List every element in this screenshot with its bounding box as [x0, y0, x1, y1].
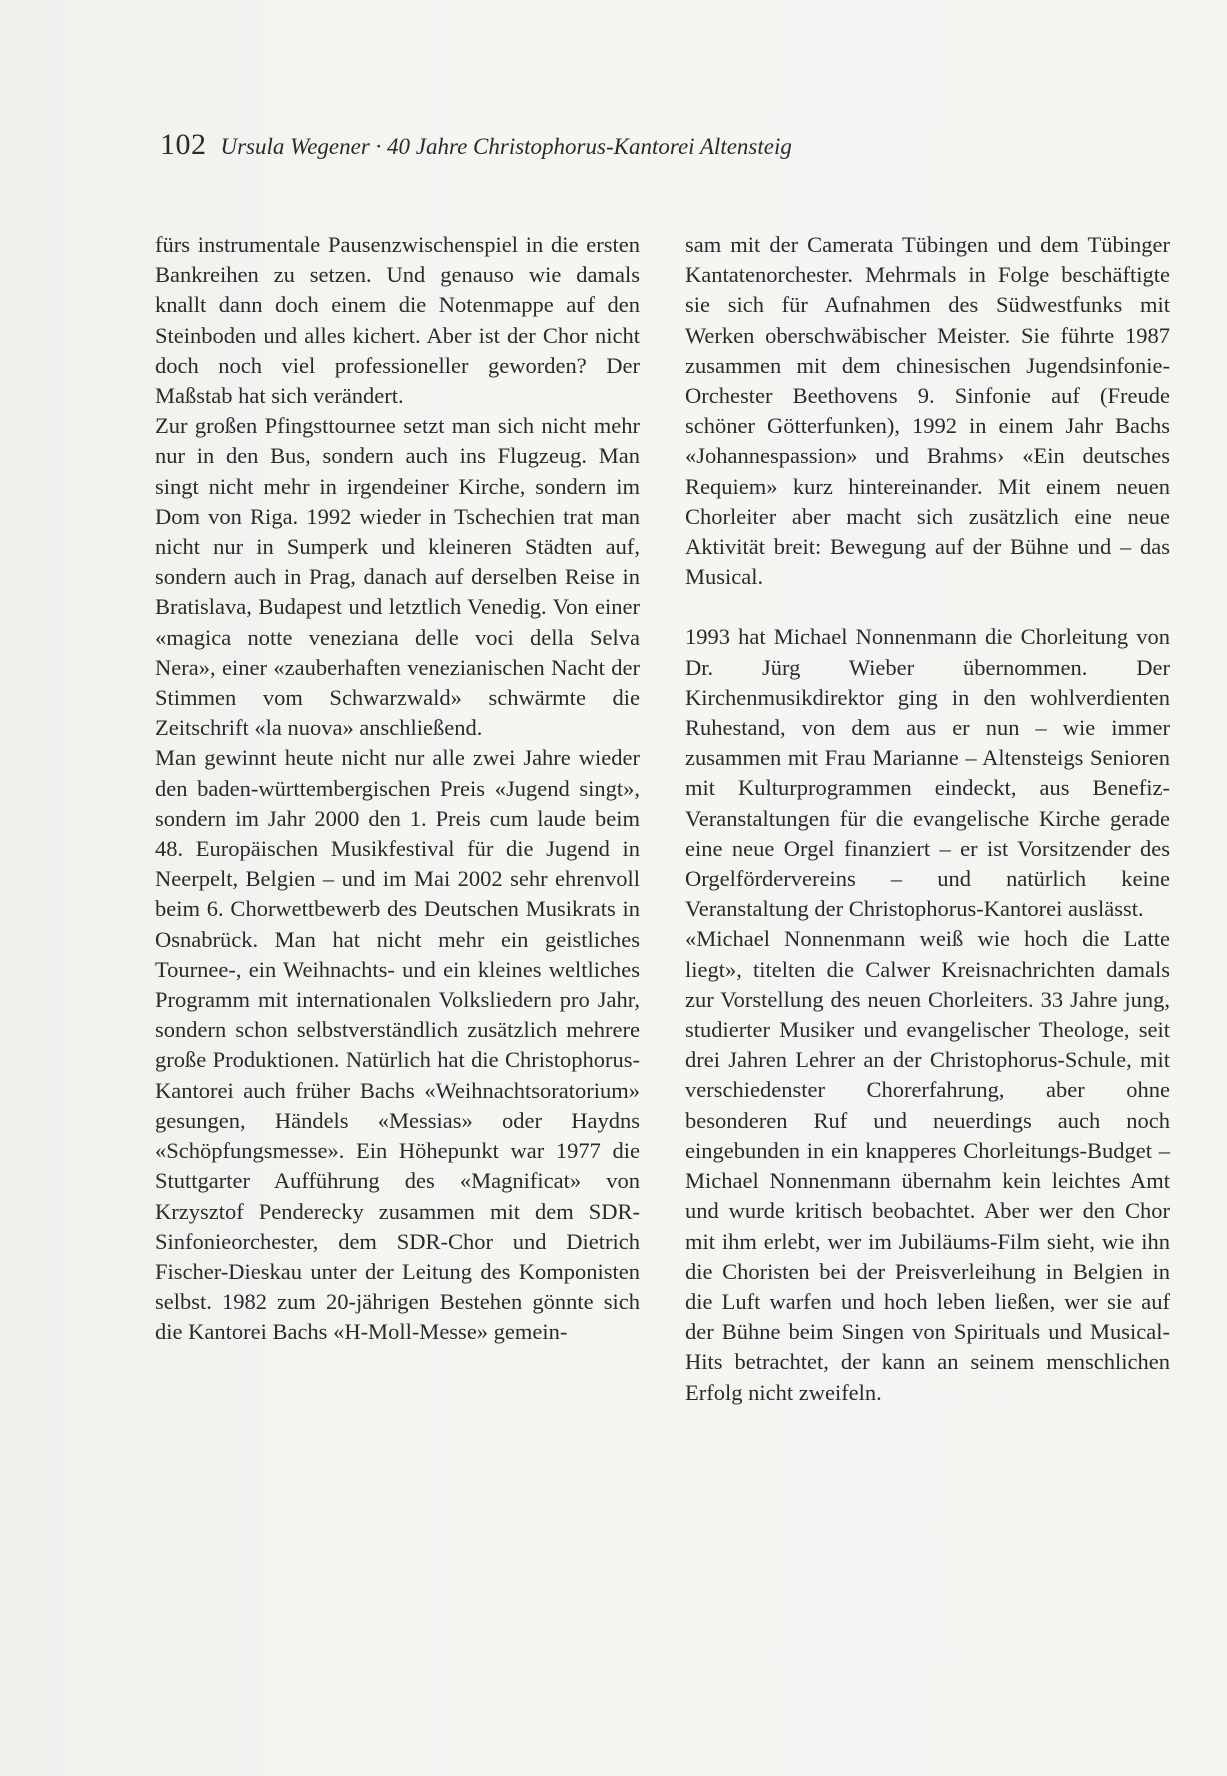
running-title: Ursula Wegener · 40 Jahre Christophorus-Kantorei Altensteig [220, 134, 792, 159]
paragraph: Zur großen Pfingsttournee setzt man sich nicht mehr nur in den Bus, sondern auch ins Flugzeug. Man singt nicht mehr in irgendeiner Kirche, sondern im Dom von Riga. 1992 wieder in Tschechien trat man nicht nur in Sumperk und kleineren Städten auf, sondern auch in Prag, danach auf derselben Reise in Bratislava, Budapest und letztlich Venedig. Von einer «magica notte veneziana delle voci della Selva Nera», einer «zauberhaften venezianischen Nacht der Stimmen vom Schwarzwald» schwärmte die Zeitschrift «la nuova» anschließend. [155, 413, 640, 741]
running-header [160, 128, 792, 162]
text-column-right [685, 230, 1170, 1408]
text-column-left [155, 230, 640, 1348]
paragraph: «Michael Nonnenmann weiß wie hoch die Latte liegt», titelten die Calwer Kreisnachrichten damals zur Vorstellung des neuen Chorleiters. 33 Jahre jung, studierter Musiker und evangelischer Theologe, seit drei Jahren Lehrer an der Christophorus-Schule, mit verschiedenster Chorerfahrung, aber ohne besonderen Ruf und neuerdings auch noch eingebunden in ein knapperes Chorleitungs-Budget – Michael Nonnenmann übernahm kein leichtes Amt und wurde kritisch beobachtet. Aber wer den Chor mit ihm erlebt, wer im Jubiläums-Film sieht, wie ihn die Choristen bei der Preisverleihung in Belgien in die Luft warfen und hoch leben ließen, wer sie auf der Bühne beim Singen von Spirituals und Musical-Hits betrachtet, der kann an seinem menschlichen Erfolg nicht zweifeln. [685, 926, 1170, 1405]
paragraph: fürs instrumentale Pausenzwischenspiel in die ersten Bankreihen zu setzen. Und genauso wie damals knallt dann doch einem die Notenmappe auf den Steinboden und alles kichert. Aber ist der Chor nicht doch noch viel professioneller geworden? Der Maßstab hat sich verändert. [155, 232, 640, 409]
paragraph: 1993 hat Michael Nonnenmann die Chorleitung von Dr. Jürg Wieber übernommen. Der Kirchenmusikdirektor ging in den wohlverdienten Ruhestand, von dem aus er nun – wie immer zusammen mit Frau Marianne – Altensteigs Senioren mit Kulturprogrammen eindeckt, aus Benefiz-Veranstaltungen für die evangelische Kirche gerade eine neue Orgel finanziert – er ist Vorsitzender des Orgelfördervereins – und natürlich keine Veranstaltung der Christophorus-Kantorei auslässt. [685, 624, 1170, 922]
paragraph: sam mit der Camerata Tübingen und dem Tübinger Kantatenorchester. Mehrmals in Folge beschäftigte sie sich für Aufnahmen des Südwestfunks mit Werken oberschwäbischer Meister. Sie führte 1987 zusammen mit dem chinesischen Jugendsinfonie-Orchester Beethovens 9. Sinfonie auf (Freude schöner Götterfunken), 1992 in einem Jahr Bachs «Johannespassion» und Brahms› «Ein deutsches Requiem» kurz hintereinander. Mit einem neuen Chorleiter aber macht sich zusätzlich eine neue Aktivität breit: Bewegung auf der Bühne und – das Musical. [685, 232, 1170, 590]
paragraph: Man gewinnt heute nicht nur alle zwei Jahre wieder den baden-württembergischen Preis «Jugend singt», sondern im Jahr 2000 den 1. Preis cum laude beim 48. Europäischen Musikfestival für die Jugend in Neerpelt, Belgien – und im Mai 2002 sehr ehrenvoll beim 6. Chorwettbewerb des Deutschen Musikrats in Osnabrück. Man hat nicht mehr ein geistliches Tournee-, ein Weihnachts- und ein kleines weltliches Programm mit internationalen Volksliedern pro Jahr, sondern schon selbstverständlich zusätzlich mehrere große Produktionen. Natürlich hat die Christophorus-Kantorei auch früher Bachs «Weihnachtsoratorium» gesungen, Händels «Messias» oder Haydns «Schöpfungsmesse». Ein Höhepunkt war 1977 die Stuttgarter Aufführung des «Magnificat» von Krzysztof Penderecky zusammen mit dem SDR-Sinfonieorchester, dem SDR-Chor und Dietrich Fischer-Dieskau unter der Leitung des Komponisten selbst. 1982 zum 20-jährigen Bestehen gönnte sich die Kantorei Bachs «H-Moll-Messe» gemein- [155, 745, 640, 1345]
page-number: 102 [160, 128, 207, 161]
